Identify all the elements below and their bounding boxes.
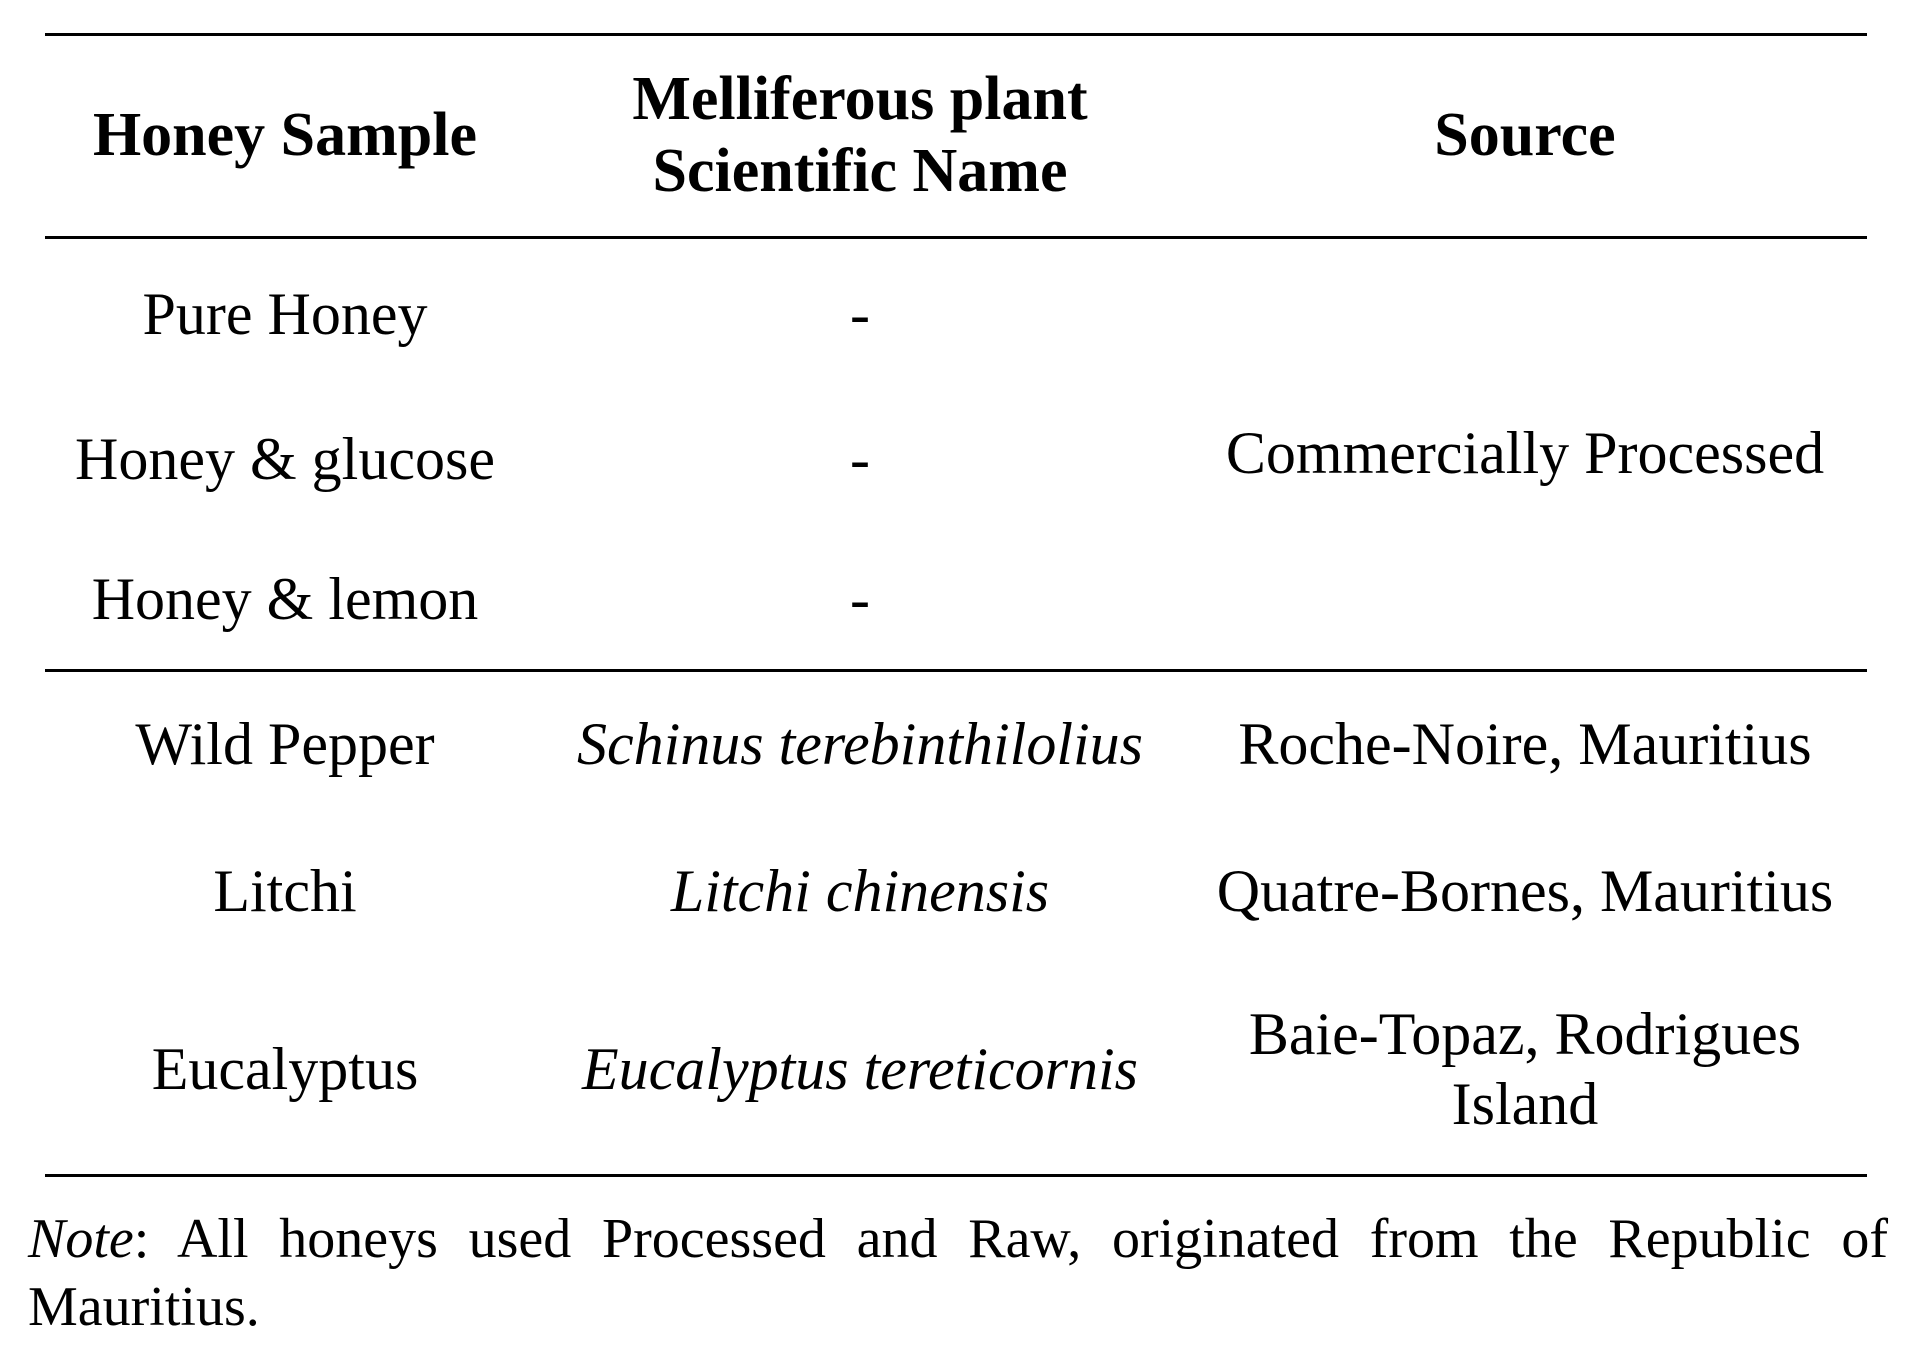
table-cell-source-merged: Commercially Processed (1225, 420, 1825, 487)
table-cell-plant: - (850, 566, 870, 633)
table-cell-sample: Honey & lemon (91, 566, 479, 633)
header-bottom-rule (45, 236, 1867, 239)
table-cell-sample: Wild Pepper (135, 711, 435, 778)
table-cell-sample: Litchi (213, 858, 357, 925)
source-line2: Island (1451, 1071, 1599, 1137)
table-cell-plant: Eucalyptus tereticornis (582, 1036, 1138, 1103)
note-label: Note (28, 1208, 134, 1270)
table-cell-plant: Schinus terebinthilolius (576, 711, 1144, 778)
header-plant-line1: Melliferous plant (632, 65, 1088, 134)
table-cell-plant: Litchi chinensis (670, 858, 1050, 925)
header-honey-sample: Honey Sample (92, 101, 478, 170)
table-note (28, 1205, 1888, 1342)
table-cell-plant: - (850, 281, 870, 348)
header-source: Source (1434, 101, 1616, 170)
group-divider-rule (45, 669, 1867, 672)
table-cell-sample: Pure Honey (142, 281, 428, 348)
header-melliferous-plant (540, 36, 1180, 236)
table-cell-source: Roche-Noire, Mauritius (1238, 711, 1812, 778)
table-cell-plant: - (850, 426, 870, 493)
table-cell-sample: Honey & glucose (75, 426, 495, 493)
table-cell-source: Quatre-Bornes, Mauritius (1216, 858, 1834, 925)
note-text: : All honeys used Processed and Raw, originated from the Republic of Mauritius. (28, 1208, 1888, 1339)
source-line1: Baie-Topaz, Rodrigues (1248, 1001, 1802, 1068)
table-cell-sample: Eucalyptus (151, 1036, 419, 1103)
table-cell-source (1185, 1000, 1865, 1140)
table-bottom-rule (45, 1174, 1867, 1177)
header-plant-line2: Scientific Name (652, 137, 1068, 205)
